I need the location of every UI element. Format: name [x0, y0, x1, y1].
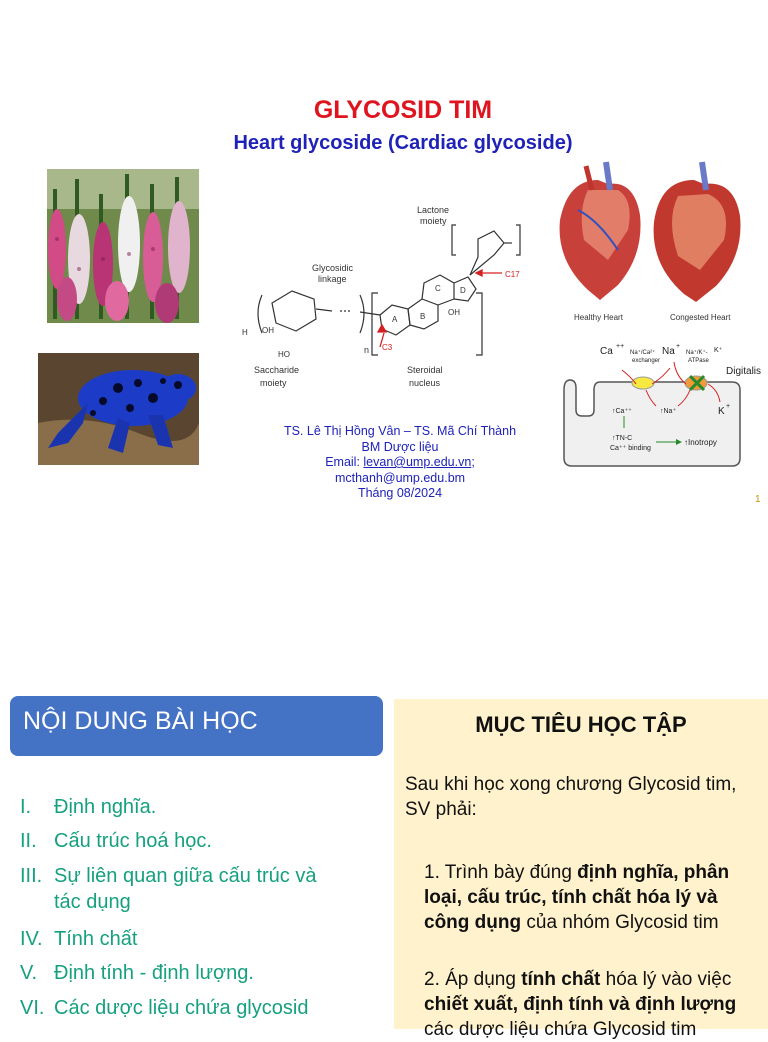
objective-1-text: 1. Trình bày đúng: [424, 862, 578, 883]
label-na-charge: +: [676, 343, 681, 350]
blue-frog-photo: [38, 353, 199, 465]
credits: [240, 424, 560, 502]
label-c3: C3: [382, 343, 393, 352]
toc-text: Các dược liệu chứa glycosid: [54, 997, 309, 1019]
toc-number: VI.: [20, 997, 45, 1019]
label-lactone-moiety: moiety: [420, 216, 447, 226]
email-separator: ;: [471, 455, 475, 469]
label-lactone: Lactone: [417, 205, 450, 215]
label-k-top: K⁺: [714, 347, 723, 354]
label-healthy-heart: Healthy Heart: [574, 313, 623, 322]
department: BM Dược liệu: [361, 439, 439, 454]
heart-comparison-illustration: [548, 160, 748, 328]
toc-item-3: [20, 863, 380, 915]
toc-item-5: [20, 960, 380, 986]
label-congested-heart: Congested Heart: [670, 313, 731, 322]
toc-text-continued: tác dụng: [54, 891, 131, 913]
toc-text: Tính chất: [54, 928, 138, 950]
objective-1: [424, 860, 754, 935]
glycoside-structure-diagram: [232, 195, 532, 395]
label-h: H: [242, 328, 248, 337]
email-line: [240, 455, 560, 471]
label-ca: Ca: [600, 346, 613, 357]
objective-1-bold: định nghĩa, phân loại, cấu trúc, tính chất hóa lý và công dụng: [424, 862, 730, 933]
toc-number: I.: [20, 796, 32, 818]
toc-text: Định tính - định lượng.: [54, 962, 254, 984]
toc-item-4: [20, 926, 380, 952]
toc-number: III.: [20, 865, 43, 887]
label-oh-steroid: OH: [448, 308, 460, 317]
toc-title: NỘI DUNG BÀI HỌC: [23, 707, 258, 735]
label-oh-sugar: OH: [262, 326, 274, 335]
label-up-na: ↑Na⁺: [660, 408, 677, 415]
objective-2-bold-1: tính chất: [521, 969, 601, 990]
foxglove-photo: [47, 169, 199, 323]
label-n: n: [364, 345, 370, 355]
label-ca-binding: Ca⁺⁺ binding: [610, 445, 651, 452]
objective-2-bold-2: chiết xuất, định tính và định lượng: [424, 994, 737, 1015]
email-label: Email:: [325, 455, 364, 469]
label-atpase-1: Na⁺/K⁺-: [686, 350, 708, 356]
toc-text: Định nghĩa.: [54, 796, 157, 818]
label-tnc: ↑TN-C: [612, 435, 633, 442]
label-ring-c: C: [435, 284, 441, 293]
label-ring-a: A: [392, 315, 398, 324]
objective-2-text: 2. Áp dụng: [424, 969, 522, 990]
objective-1-text-end: của nhóm Glycosid tim: [521, 912, 719, 933]
label-glycosidic: Glycosidic: [312, 263, 354, 273]
label-k-charge: +: [726, 403, 731, 410]
label-exchanger-2: exchanger: [632, 358, 661, 364]
toc-item-1: [20, 794, 380, 820]
label-ho: HO: [278, 350, 290, 359]
toc-text: Sự liên quan giữa cấu trúc và: [54, 865, 317, 887]
objective-2: [424, 967, 754, 1042]
label-nucleus: nucleus: [409, 378, 441, 388]
toc-text: Cấu trúc hoá học.: [54, 830, 212, 852]
slide-subtitle: Heart glycoside (Cardiac glycoside): [233, 132, 573, 154]
objectives-title: MỤC TIÊU HỌC TẬP: [475, 712, 687, 737]
label-saccharide: Saccharide: [254, 365, 300, 375]
label-ring-b: B: [420, 312, 426, 321]
page-number: 1: [755, 494, 761, 505]
toc-item-2: [20, 828, 380, 854]
label-steroidal: Steroidal: [407, 365, 443, 375]
label-digitalis: Digitalis: [726, 366, 762, 377]
email-mcthanh: mcthanh@ump.edu.bm: [334, 470, 466, 485]
email-link-levan[interactable]: levan@ump.edu.vn: [363, 455, 472, 469]
label-c17: C17: [505, 270, 520, 279]
label-ring-d: D: [460, 286, 466, 295]
label-inotropy: ↑Inotropy: [684, 438, 717, 447]
label-ca-charge: ++: [616, 343, 625, 350]
label-atpase-2: ATPase: [688, 358, 709, 364]
label-up-ca: ↑Ca⁺⁺: [612, 408, 632, 415]
toc-number: IV.: [20, 928, 43, 950]
objective-2-text-mid: hóa lý vào việc: [600, 969, 732, 990]
label-saccharide-moiety: moiety: [260, 378, 287, 388]
slide-title: GLYCOSID TIM: [313, 96, 493, 124]
digitalis-mechanism-diagram: [560, 340, 768, 470]
objectives-intro: Sau khi học xong chương Glycosid tim, SV phải:: [405, 774, 737, 820]
label-k: K: [718, 406, 725, 417]
toc-number: II.: [20, 830, 37, 852]
toc-item-6: [20, 995, 380, 1021]
objective-2-text-end: các dược liệu chứa Glycosid tim: [424, 1019, 697, 1040]
date: Tháng 08/2024: [357, 486, 443, 500]
label-linkage: linkage: [318, 274, 347, 284]
authors: TS. Lê Thị Hồng Vân – TS. Mã Chí Thành: [283, 424, 517, 438]
label-exchanger-1: Na⁺/Ca²⁺: [630, 350, 656, 356]
label-na: Na: [662, 346, 675, 357]
toc-number: V.: [20, 962, 38, 984]
